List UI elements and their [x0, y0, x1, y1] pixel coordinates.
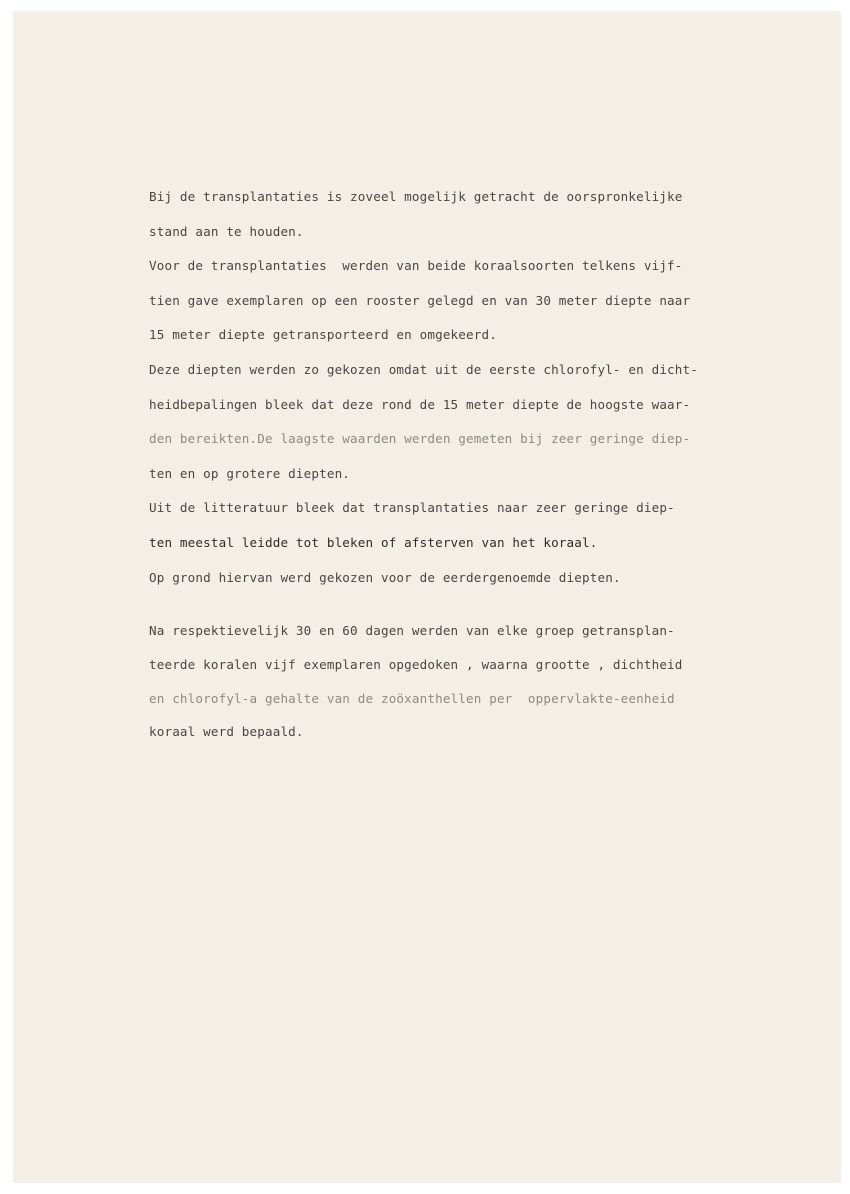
text-line: ten meestal leidde tot bleken of afsterven van het koraal.: [149, 534, 598, 550]
text-line: koraal werd bepaald.: [149, 724, 304, 740]
text-line: Voor de transplantaties werden van beide koraalsoorten telkens vijf-: [149, 258, 683, 274]
text-line: Uit de litteratuur bleek dat transplantaties naar zeer geringe diep-: [149, 500, 675, 516]
text-line: tien gave exemplaren op een rooster gelegd en van 30 meter diepte naar: [149, 292, 691, 308]
paper-sheet: [14, 12, 840, 1182]
text-line: Bij de transplantaties is zoveel mogelijk getracht de oorspronkelijke: [149, 189, 683, 204]
text-line: 15 meter diepte getransporteerd en omgekeerd.: [149, 327, 497, 343]
text-line: Deze diepten werden zo gekozen omdat uit de eerste chlorofyl- en dicht-: [149, 361, 698, 377]
text-line: ten en op grotere diepten.: [149, 465, 351, 481]
text-line: Na respektievelijk 30 en 60 dagen werden van elke groep getransplan-: [149, 623, 675, 638]
text-line: en chlorofyl-a gehalte van de zoöxanthellen per oppervlakte-eenheid: [149, 690, 675, 706]
text-line: stand aan te houden.: [149, 223, 304, 239]
text-line: teerde koralen vijf exemplaren opgedoken , waarna grootte , dichtheid: [149, 656, 683, 672]
paragraph-methods: [149, 180, 789, 595]
text-line: den bereikten.De laagste waarden werden gemeten bij zeer geringe diep-: [149, 431, 691, 447]
paragraph-sampling: [149, 614, 789, 749]
text-line: heidbepalingen bleek dat deze rond de 15 meter diepte de hoogste waar-: [149, 396, 691, 412]
text-line: Op grond hiervan werd gekozen voor de eerdergenoemde diepten.: [149, 569, 621, 585]
